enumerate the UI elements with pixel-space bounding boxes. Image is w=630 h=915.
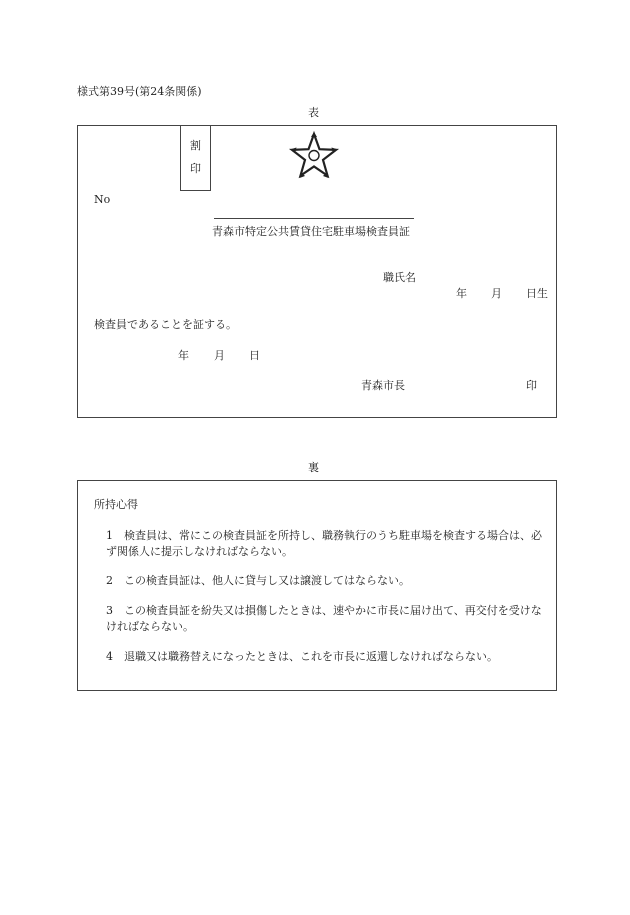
birth-month-label: 月 <box>491 287 502 300</box>
rule-number: 2 <box>106 574 113 587</box>
name-label: 職氏名 <box>383 271 416 284</box>
rule-text: この検査員証は、他人に貸与し又は譲渡してはならない。 <box>124 574 410 587</box>
rule-number: 4 <box>106 650 113 663</box>
issue-month-label: 月 <box>214 349 225 362</box>
tally-seal-char-2: 印 <box>190 162 201 175</box>
rule-item <box>106 528 546 560</box>
birth-year-label: 年 <box>456 287 467 300</box>
issue-year-label: 年 <box>178 349 189 362</box>
tally-seal-box <box>180 126 211 191</box>
back-heading: 裏 <box>308 461 319 474</box>
certificate-title: 青森市特定公共賃貸住宅駐車場検査員証 <box>212 225 410 238</box>
rule-item <box>106 573 546 589</box>
number-label: No <box>94 193 111 206</box>
section-title: 所持心得 <box>94 498 138 511</box>
title-underline <box>214 218 414 219</box>
issue-day-label: 日 <box>249 349 260 362</box>
certificate-back <box>77 480 557 691</box>
certificate-front <box>77 125 557 418</box>
rule-item <box>106 603 546 635</box>
rule-text: この検査員証を紛失又は損傷したときは、速やかに市長に届け出て、再交付を受けなければならない。 <box>106 604 542 633</box>
front-heading: 表 <box>308 106 319 119</box>
form-label: 様式第39号(第24条関係) <box>77 85 202 98</box>
issuer-title: 青森市長 <box>361 379 405 392</box>
rule-number: 3 <box>106 604 113 617</box>
rule-number: 1 <box>106 529 113 542</box>
certification-statement: 検査員であることを証する。 <box>94 318 237 331</box>
issuer-seal-mark: 印 <box>526 379 537 392</box>
city-emblem-icon <box>287 130 341 184</box>
rule-text: 検査員は、常にこの検査員証を所持し、職務執行のうち駐車場を検査する場合は、必ず関係人に提示しなければならない。 <box>106 529 542 558</box>
birth-day-label: 日生 <box>526 287 548 300</box>
tally-seal-char-1: 割 <box>190 139 201 152</box>
rule-text: 退職又は職務替えになったときは、これを市長に返還しなければならない。 <box>124 650 498 663</box>
rule-item <box>106 649 546 665</box>
